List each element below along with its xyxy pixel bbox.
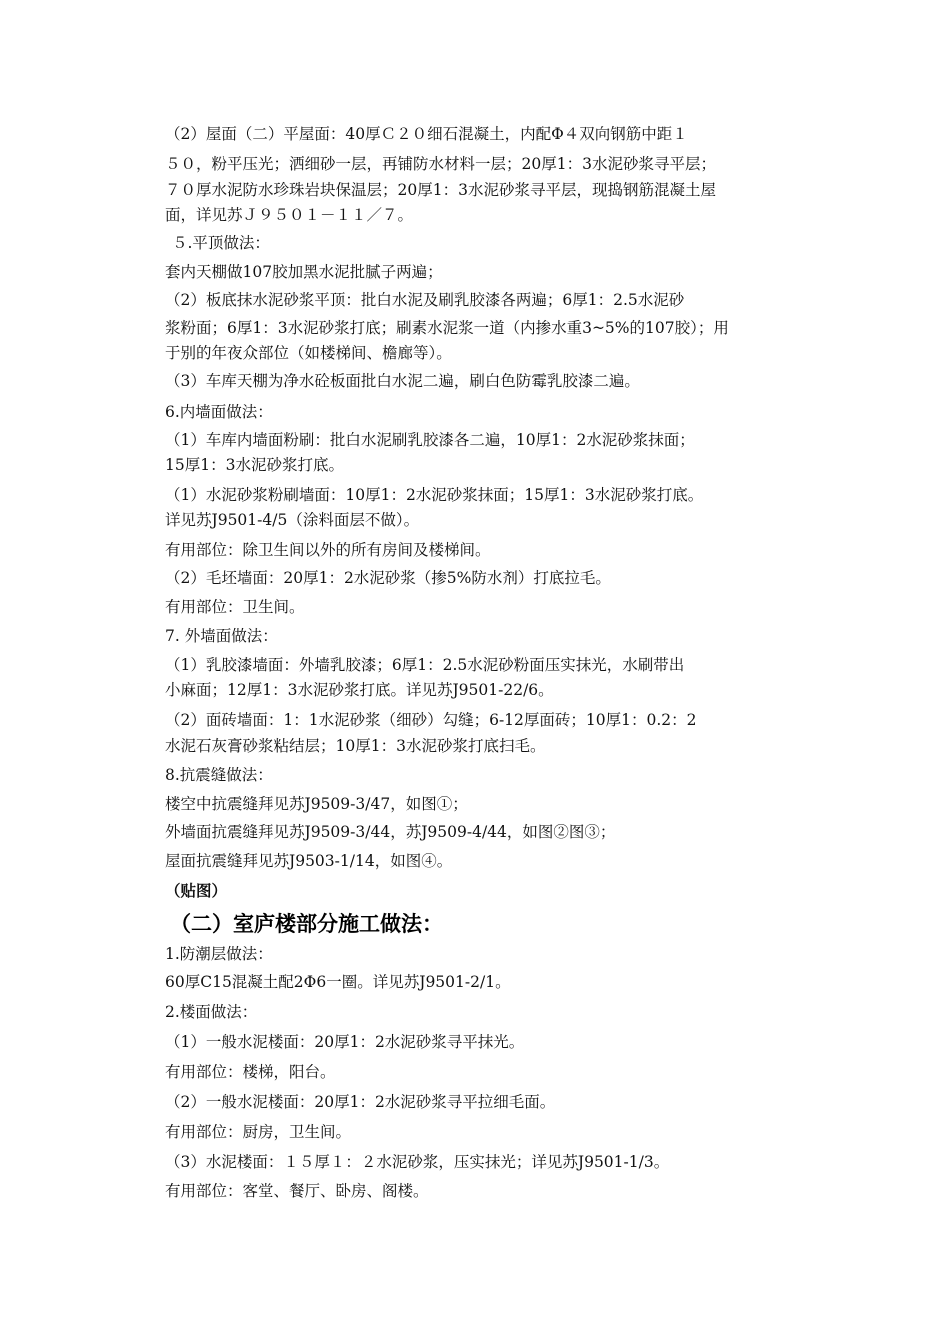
text-line: 套内天棚做107胶加黑水泥批腻子两遍； bbox=[165, 263, 443, 281]
text-line: 面，详见苏Ｊ９５０１－１１／７。 bbox=[165, 206, 414, 224]
image-placeholder-note: （贴图） bbox=[165, 881, 228, 900]
text-line: 有用部位：卫生间。 bbox=[165, 598, 305, 616]
text-line: ７０厚水泥防水珍珠岩块保温层；20厚1：3水泥砂浆寻平层，现捣钢筋混凝土屋 bbox=[165, 181, 716, 199]
text-line: 楼空中抗震缝拜见苏J9509-3/47，如图①； bbox=[165, 795, 468, 813]
text-line: ５.平顶做法： bbox=[172, 234, 270, 252]
text-line: 6.内墙面做法： bbox=[165, 403, 273, 421]
text-line: 有用部位：楼梯，阳台。 bbox=[165, 1063, 336, 1081]
text-line: 外墙面抗震缝拜见苏J9509-3/44，苏J9509-4/44，如图②图③； bbox=[165, 823, 616, 841]
text-line: （1）乳胶漆墙面：外墙乳胶漆；6厚1：2.5水泥砂粉面压实抹光，水刷带出 bbox=[165, 656, 685, 674]
text-line: 有用部位：除卫生间以外的所有房间及楼梯间。 bbox=[165, 541, 491, 559]
text-line: 有用部位：客堂、餐厅、卧房、阁楼。 bbox=[165, 1182, 429, 1200]
text-line: （3）车库天棚为净水砼板面批白水泥二遍，刷白色防霉乳胶漆二遍。 bbox=[165, 372, 640, 390]
text-line: ５０，粉平压光；洒细砂一层，再铺防水材料一层；20厚1：3水泥砂浆寻平层； bbox=[165, 155, 716, 173]
text-line: 小麻面；12厚1：3水泥砂浆打底。详见苏J9501-22/6。 bbox=[165, 681, 554, 699]
text-line: 7. 外墙面做法： bbox=[165, 627, 278, 645]
text-line: （2）毛坯墙面：20厚1：2水泥砂浆（掺5%防水剂）打底拉毛。 bbox=[165, 569, 611, 587]
text-line: （1）一般水泥楼面：20厚1：2水泥砂浆寻平抹光。 bbox=[165, 1033, 525, 1051]
section-heading: （二）室庐楼部分施工做法： bbox=[170, 912, 443, 936]
text-line: 有用部位：厨房，卫生间。 bbox=[165, 1123, 352, 1141]
text-line: 水泥石灰膏砂浆粘结层；10厚1：3水泥砂浆打底扫毛。 bbox=[165, 737, 546, 755]
text-line: （1）车库内墙面粉刷：批白水泥刷乳胶漆各二遍，10厚1：2水泥砂浆抹面； bbox=[165, 431, 695, 449]
text-line: （3）水泥楼面：１５厚１：２水泥砂浆，压实抹光；详见苏J9501-1/3。 bbox=[165, 1153, 670, 1171]
text-line: （2）一般水泥楼面：20厚1：2水泥砂浆寻平拉细毛面。 bbox=[165, 1093, 556, 1111]
text-line: 1.防潮层做法： bbox=[165, 945, 273, 963]
text-line: 于别的年夜众部位（如楼梯间、檐廊等）。 bbox=[165, 344, 452, 362]
text-line: （2）屋面（二）平屋面：40厚Ｃ２０细石混凝土，内配Φ４双向钢筋中距１ bbox=[165, 125, 688, 143]
text-line: 浆粉面；6厚1：3水泥砂浆打底；刷素水泥浆一道（内掺水重3~5%的107胶）；用 bbox=[165, 319, 729, 337]
text-line: （2）板底抹水泥砂浆平顶：批白水泥及刷乳胶漆各两遍；6厚1：2.5水泥砂 bbox=[165, 291, 685, 309]
text-line: 60厚C15混凝土配2Φ6一圈。详见苏J9501-2/1。 bbox=[165, 973, 511, 991]
text-line: 屋面抗震缝拜见苏J9503-1/14，如图④。 bbox=[165, 852, 453, 870]
text-line: 详见苏J9501-4/5（涂料面层不做）。 bbox=[165, 511, 420, 529]
text-line: 15厚1：3水泥砂浆打底。 bbox=[165, 456, 344, 474]
text-line: 2.楼面做法： bbox=[165, 1003, 258, 1021]
text-line: （2）面砖墙面：1：1水泥砂浆（细砂）勾缝；6-12厚面砖；10厚1：0.2：2 bbox=[165, 711, 697, 729]
text-line: （1）水泥砂浆粉刷墙面：10厚1：2水泥砂浆抹面；15厚1：3水泥砂浆打底。 bbox=[165, 486, 704, 504]
text-line: 8.抗震缝做法： bbox=[165, 766, 273, 784]
